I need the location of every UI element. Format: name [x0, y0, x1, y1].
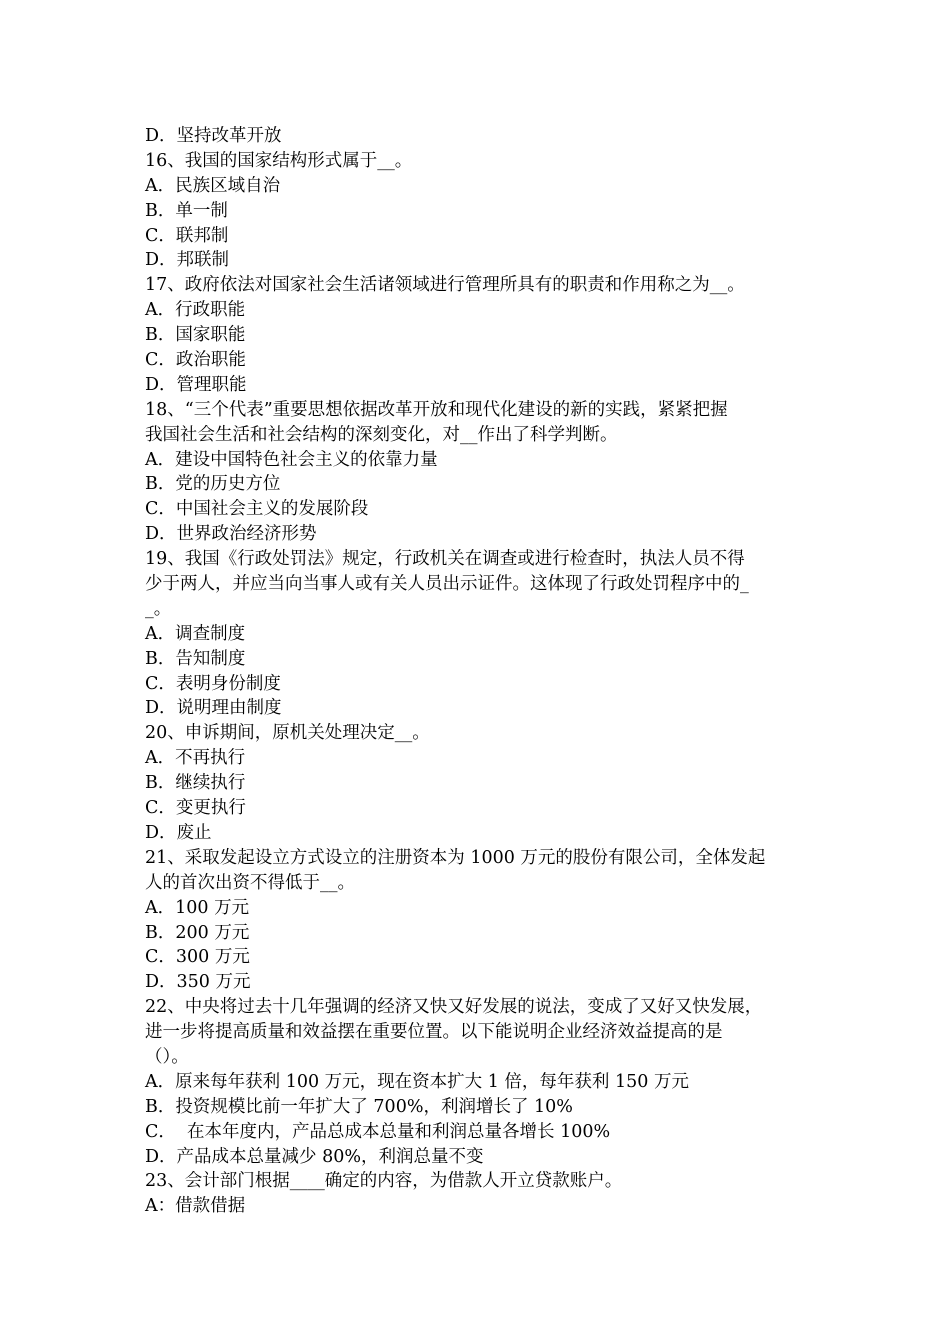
- option-line: A．建设中国特色社会主义的依靠力量: [145, 449, 438, 470]
- option-line: D．世界政治经济形势: [145, 524, 317, 545]
- option-line: D．350 万元: [145, 972, 251, 993]
- option-line: D．管理职能: [145, 374, 247, 395]
- question-line: 少于两人，并应当向当事人或有关人员出示证件。这体现了行政处罚程序中的_: [145, 574, 749, 595]
- question-line: 16、我国的国家结构形式属于__。: [145, 150, 413, 171]
- option-line: A．原来每年获利 100 万元，现在资本扩大 1 倍，每年获利 150 万元: [145, 1071, 689, 1092]
- question-line: 我国社会生活和社会结构的深刻变化，对__作出了科学判断。: [145, 424, 618, 445]
- option-line: D．废止: [145, 822, 212, 843]
- option-line: A．行政职能: [145, 300, 246, 321]
- question-line: _。: [145, 598, 172, 619]
- option-line: B．党的历史方位: [145, 474, 281, 495]
- question-line: 18、“三个代表”重要思想依据改革开放和现代化建设的新的实践，紧紧把握: [145, 399, 728, 420]
- option-line: B．告知制度: [145, 648, 246, 669]
- option-line: B．200 万元: [145, 922, 250, 943]
- option-line: A．调查制度: [145, 623, 246, 644]
- option-line: C．联邦制: [145, 225, 229, 246]
- option-line: C．表明身份制度: [145, 673, 281, 694]
- option-line: D．邦联制: [145, 250, 230, 271]
- option-line: C． 在本年度内，产品总成本总量和利润总量各增长 100%: [145, 1121, 611, 1142]
- option-line: D．说明理由制度: [145, 698, 282, 719]
- option-line: A：借款借据: [145, 1196, 246, 1217]
- question-line: （）。: [145, 1046, 189, 1067]
- document-body: [145, 124, 813, 1219]
- option-line: D．坚持改革开放: [145, 126, 282, 146]
- option-line: C．中国社会主义的发展阶段: [145, 499, 369, 520]
- option-line: A．100 万元: [145, 897, 250, 918]
- option-line: D．产品成本总量减少 80%，利润总量不变: [145, 1146, 484, 1167]
- question-line: 20、申诉期间，原机关处理决定__。: [145, 723, 430, 744]
- question-line: 23、会计部门根据____确定的内容，为借款人开立贷款账户。: [145, 1171, 623, 1192]
- question-line: 17、政府依法对国家社会生活诸领域进行管理所具有的职责和作用称之为__。: [145, 275, 745, 296]
- option-line: A．不再执行: [145, 748, 246, 769]
- option-line: B．投资规模比前一年扩大了 700%，利润增长了 10%: [145, 1096, 573, 1117]
- option-line: C．300 万元: [145, 947, 250, 968]
- option-line: C．政治职能: [145, 350, 246, 371]
- question-line: 22、中央将过去十几年强调的经济又快又好发展的说法，变成了又好又快发展，: [145, 997, 763, 1018]
- option-line: A．民族区域自治: [145, 175, 281, 196]
- question-line: 19、我国《行政处罚法》规定，行政机关在调查或进行检查时，执法人员不得: [145, 549, 745, 570]
- question-line: 人的首次出资不得低于__。: [145, 872, 355, 893]
- option-line: B．继续执行: [145, 773, 246, 794]
- question-line: 21、采取发起设立方式设立的注册资本为 1000 万元的股份有限公司，全体发起: [145, 847, 766, 868]
- option-line: C．变更执行: [145, 798, 246, 819]
- question-line: 进一步将提高质量和效益摆在重要位置。以下能说明企业经济效益提高的是: [145, 1022, 723, 1043]
- option-line: B．单一制: [145, 200, 228, 221]
- option-line: B．国家职能: [145, 325, 246, 346]
